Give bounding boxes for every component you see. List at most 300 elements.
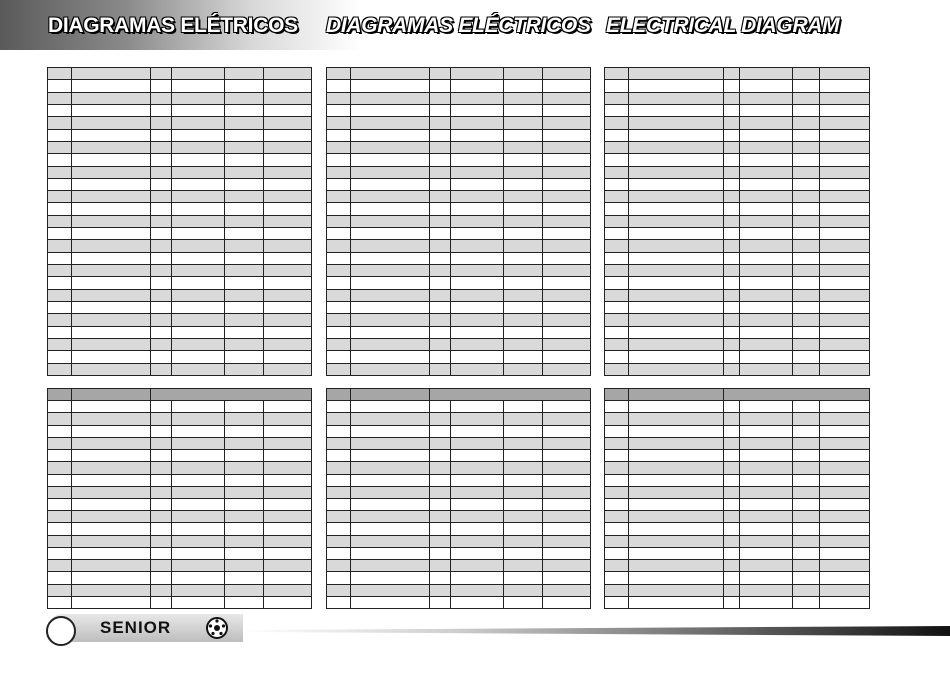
table-cell — [819, 314, 869, 326]
table-cell — [48, 547, 72, 559]
table-cell — [48, 240, 72, 252]
table-cell — [264, 252, 312, 264]
table-cell — [327, 191, 351, 203]
table-cell — [628, 401, 723, 413]
table-cell — [327, 584, 351, 596]
table-cell — [740, 351, 793, 363]
table-cell — [224, 203, 264, 215]
table-cell — [503, 413, 543, 425]
table-cell — [429, 154, 450, 166]
table-row — [327, 401, 591, 413]
table-cell — [150, 486, 171, 498]
table-cell — [451, 68, 504, 80]
table-cell — [350, 486, 429, 498]
table-cell — [793, 191, 820, 203]
table-cell — [543, 326, 591, 338]
table-cell — [543, 498, 591, 510]
table-cell — [605, 437, 629, 449]
table-row — [327, 68, 591, 80]
table-cell — [628, 437, 723, 449]
table-cell — [503, 401, 543, 413]
table-cell — [503, 462, 543, 474]
table-cell — [150, 326, 171, 338]
table-cell — [150, 277, 171, 289]
table-cell — [605, 277, 629, 289]
table-row — [48, 498, 312, 510]
table-cell — [172, 462, 225, 474]
table-cell — [224, 265, 264, 277]
table-cell — [543, 289, 591, 301]
table-cell — [350, 462, 429, 474]
table-cell — [543, 314, 591, 326]
table-cell — [172, 338, 225, 350]
table-cell — [503, 215, 543, 227]
table-cell — [819, 535, 869, 547]
table-cell — [71, 154, 150, 166]
table-cell — [224, 486, 264, 498]
table-cell — [150, 560, 171, 572]
table-cell — [172, 240, 225, 252]
table-cell — [71, 301, 150, 313]
table-cell — [224, 166, 264, 178]
table-cell — [740, 203, 793, 215]
table-cell — [350, 535, 429, 547]
table-cell — [628, 277, 723, 289]
table-cell — [71, 425, 150, 437]
table-cell — [172, 252, 225, 264]
table-cell — [793, 413, 820, 425]
table-cell — [793, 535, 820, 547]
wiring-grid — [604, 67, 870, 376]
table-cell — [503, 203, 543, 215]
table-cell — [264, 289, 312, 301]
table-cell — [819, 450, 869, 462]
table-cell — [724, 498, 740, 510]
table-cell — [429, 572, 450, 584]
table-cell — [172, 129, 225, 141]
table-cell — [172, 104, 225, 116]
table-cell — [224, 462, 264, 474]
table-row — [327, 351, 591, 363]
table-cell — [224, 572, 264, 584]
table-row — [48, 203, 312, 215]
table-cell — [793, 498, 820, 510]
table-cell — [172, 68, 225, 80]
table-cell — [172, 301, 225, 313]
table-cell — [327, 240, 351, 252]
table-cell — [543, 535, 591, 547]
table-cell — [628, 363, 723, 376]
table-cell — [264, 178, 312, 190]
table-cell — [793, 301, 820, 313]
table-cell — [150, 104, 171, 116]
table-cell — [172, 141, 225, 153]
table-row — [48, 437, 312, 449]
table-cell — [327, 363, 351, 376]
table-cell — [327, 413, 351, 425]
table-cell — [628, 486, 723, 498]
table-cell — [150, 584, 171, 596]
table-cell — [327, 129, 351, 141]
table-cell — [740, 523, 793, 535]
table-cell — [451, 596, 504, 608]
table-cell — [451, 486, 504, 498]
table-cell — [172, 596, 225, 608]
table-cell — [48, 104, 72, 116]
table-cell — [605, 511, 629, 523]
table-row — [605, 277, 870, 289]
table-cell — [819, 523, 869, 535]
table-cell — [793, 547, 820, 559]
table-cell — [150, 80, 171, 92]
table-cell — [350, 572, 429, 584]
title-spanish: DIAGRAMAS ELÉCTRICOS — [326, 14, 591, 37]
table-cell — [172, 572, 225, 584]
table-row — [327, 228, 591, 240]
table-cell — [503, 498, 543, 510]
table-cell — [71, 572, 150, 584]
table-cell — [543, 425, 591, 437]
table-cell — [224, 289, 264, 301]
table-cell — [451, 338, 504, 350]
table-row — [605, 486, 870, 498]
table-cell — [48, 252, 72, 264]
wiring-table-5 — [326, 388, 591, 609]
table-cell — [150, 129, 171, 141]
table-cell — [503, 228, 543, 240]
table-row — [605, 154, 870, 166]
table-cell — [172, 450, 225, 462]
circle-icon — [46, 616, 76, 646]
table-cell — [48, 68, 72, 80]
table-cell — [150, 289, 171, 301]
table-cell — [740, 462, 793, 474]
table-cell — [740, 141, 793, 153]
table-cell — [724, 547, 740, 559]
table-cell — [224, 68, 264, 80]
table-cell — [150, 437, 171, 449]
table-row — [48, 486, 312, 498]
table-cell — [429, 363, 450, 376]
table-cell — [793, 401, 820, 413]
table-cell — [48, 462, 72, 474]
table-cell — [350, 425, 429, 437]
table-cell — [150, 474, 171, 486]
table-cell — [71, 389, 150, 401]
table-cell — [264, 228, 312, 240]
table-cell — [543, 572, 591, 584]
table-cell — [172, 511, 225, 523]
table-cell — [48, 474, 72, 486]
table-cell — [327, 215, 351, 227]
table-row — [48, 314, 312, 326]
table-cell — [350, 413, 429, 425]
table-cell — [628, 547, 723, 559]
table-row — [327, 338, 591, 350]
table-cell — [429, 314, 450, 326]
table-cell — [224, 104, 264, 116]
table-cell — [429, 92, 450, 104]
table-cell — [740, 104, 793, 116]
table-cell — [793, 437, 820, 449]
table-cell — [451, 425, 504, 437]
table-cell — [793, 289, 820, 301]
table-cell — [503, 129, 543, 141]
table-cell — [327, 450, 351, 462]
table-cell — [172, 413, 225, 425]
table-cell — [628, 572, 723, 584]
table-cell — [819, 301, 869, 313]
table-cell — [264, 351, 312, 363]
table-cell — [327, 314, 351, 326]
table-cell — [224, 351, 264, 363]
table-cell — [350, 240, 429, 252]
table-cell — [740, 474, 793, 486]
table-cell — [71, 129, 150, 141]
table-cell — [264, 437, 312, 449]
table-row — [605, 389, 870, 401]
table-cell — [224, 498, 264, 510]
table-cell — [740, 191, 793, 203]
table-cell — [429, 401, 450, 413]
table-cell — [71, 191, 150, 203]
table-cell — [793, 129, 820, 141]
wiring-grid — [604, 388, 870, 609]
table-cell — [48, 203, 72, 215]
table-cell — [429, 511, 450, 523]
table-cell — [264, 584, 312, 596]
table-cell — [628, 523, 723, 535]
table-cell — [740, 289, 793, 301]
table-cell — [543, 301, 591, 313]
table-cell — [429, 413, 450, 425]
table-cell — [48, 314, 72, 326]
table-cell — [503, 178, 543, 190]
table-cell — [350, 351, 429, 363]
table-row — [327, 289, 591, 301]
table-cell — [543, 117, 591, 129]
table-cell — [327, 523, 351, 535]
table-cell — [819, 584, 869, 596]
table-cell — [264, 462, 312, 474]
table-cell — [724, 215, 740, 227]
table-cell — [172, 363, 225, 376]
table-row — [327, 326, 591, 338]
table-cell — [451, 166, 504, 178]
table-cell — [172, 474, 225, 486]
table-row — [48, 92, 312, 104]
table-cell — [503, 68, 543, 80]
table-cell — [264, 141, 312, 153]
table-cell — [264, 240, 312, 252]
table-cell — [740, 178, 793, 190]
table-cell — [605, 314, 629, 326]
table-cell — [150, 301, 171, 313]
table-row — [48, 363, 312, 376]
table-row — [605, 338, 870, 350]
table-cell — [793, 277, 820, 289]
table-row — [48, 401, 312, 413]
table-cell — [628, 338, 723, 350]
table-row — [605, 314, 870, 326]
table-cell — [724, 92, 740, 104]
table-cell — [503, 486, 543, 498]
table-cell — [429, 277, 450, 289]
table-cell — [543, 240, 591, 252]
table-cell — [628, 265, 723, 277]
table-cell — [172, 203, 225, 215]
table-cell — [71, 523, 150, 535]
table-cell — [605, 326, 629, 338]
table-cell — [740, 560, 793, 572]
table-cell — [724, 326, 740, 338]
table-cell — [543, 129, 591, 141]
table-cell — [543, 437, 591, 449]
table-cell — [429, 523, 450, 535]
table-cell — [350, 80, 429, 92]
table-cell — [264, 511, 312, 523]
table-row — [605, 166, 870, 178]
table-row — [605, 437, 870, 449]
table-cell — [605, 129, 629, 141]
table-cell — [48, 486, 72, 498]
table-cell — [150, 314, 171, 326]
table-cell — [819, 92, 869, 104]
table-row — [327, 154, 591, 166]
table-row — [605, 596, 870, 608]
table-cell — [724, 584, 740, 596]
table-cell — [429, 437, 450, 449]
table-cell — [724, 437, 740, 449]
table-row — [48, 289, 312, 301]
table-row — [327, 547, 591, 559]
table-cell — [224, 523, 264, 535]
table-cell — [451, 547, 504, 559]
table-cell — [264, 129, 312, 141]
table-cell — [628, 154, 723, 166]
table-cell — [429, 178, 450, 190]
table-cell — [150, 338, 171, 350]
table-cell — [327, 228, 351, 240]
table-cell — [264, 596, 312, 608]
table-cell — [71, 265, 150, 277]
table-row — [605, 68, 870, 80]
table-cell — [503, 437, 543, 449]
table-cell — [150, 498, 171, 510]
table-cell — [150, 547, 171, 559]
table-cell — [605, 450, 629, 462]
table-row — [605, 129, 870, 141]
table-cell — [48, 277, 72, 289]
table-cell — [172, 523, 225, 535]
table-cell — [605, 462, 629, 474]
table-cell — [172, 437, 225, 449]
table-cell — [71, 68, 150, 80]
table-cell — [543, 252, 591, 264]
table-cell — [724, 80, 740, 92]
table-cell — [819, 474, 869, 486]
table-row — [48, 547, 312, 559]
table-cell — [628, 228, 723, 240]
table-row — [605, 351, 870, 363]
table-cell — [71, 351, 150, 363]
table-cell — [503, 191, 543, 203]
table-cell — [350, 314, 429, 326]
table-cell — [224, 560, 264, 572]
table-row — [327, 166, 591, 178]
table-cell — [628, 535, 723, 547]
table-cell — [605, 363, 629, 376]
table-cell — [350, 363, 429, 376]
table-cell — [724, 535, 740, 547]
table-row — [48, 425, 312, 437]
table-cell — [429, 240, 450, 252]
table-cell — [451, 80, 504, 92]
table-cell — [71, 326, 150, 338]
table-cell — [224, 301, 264, 313]
table-cell — [740, 265, 793, 277]
table-cell — [793, 486, 820, 498]
table-cell — [327, 68, 351, 80]
table-cell — [543, 104, 591, 116]
table-cell — [224, 314, 264, 326]
table-cell — [429, 498, 450, 510]
table-cell — [605, 535, 629, 547]
table-row — [327, 191, 591, 203]
table-cell — [451, 584, 504, 596]
table-cell — [793, 265, 820, 277]
table-cell — [451, 450, 504, 462]
table-cell — [451, 92, 504, 104]
table-cell — [429, 117, 450, 129]
table-cell — [264, 401, 312, 413]
table-cell — [150, 462, 171, 474]
table-cell — [264, 314, 312, 326]
table-cell — [150, 228, 171, 240]
table-cell — [429, 289, 450, 301]
table-cell — [724, 117, 740, 129]
table-cell — [724, 425, 740, 437]
table-cell — [429, 338, 450, 350]
table-cell — [429, 450, 450, 462]
table-row — [605, 572, 870, 584]
table-cell — [48, 450, 72, 462]
wiring-grid — [47, 388, 312, 609]
table-cell — [605, 596, 629, 608]
table-cell — [503, 450, 543, 462]
steering-wheel-icon — [205, 616, 229, 640]
table-cell — [605, 338, 629, 350]
table-row — [327, 141, 591, 153]
table-cell — [264, 117, 312, 129]
table-row — [327, 129, 591, 141]
table-cell — [605, 228, 629, 240]
table-row — [327, 535, 591, 547]
table-cell — [605, 178, 629, 190]
table-cell — [503, 117, 543, 129]
table-row — [48, 178, 312, 190]
wiring-table-2 — [326, 67, 591, 376]
table-row — [48, 68, 312, 80]
table-cell — [48, 523, 72, 535]
table-cell — [628, 80, 723, 92]
table-cell — [327, 326, 351, 338]
title-portuguese: DIAGRAMAS ELÉTRICOS — [48, 14, 298, 37]
table-cell — [819, 215, 869, 227]
table-cell — [543, 191, 591, 203]
table-cell — [793, 338, 820, 350]
table-cell — [740, 584, 793, 596]
